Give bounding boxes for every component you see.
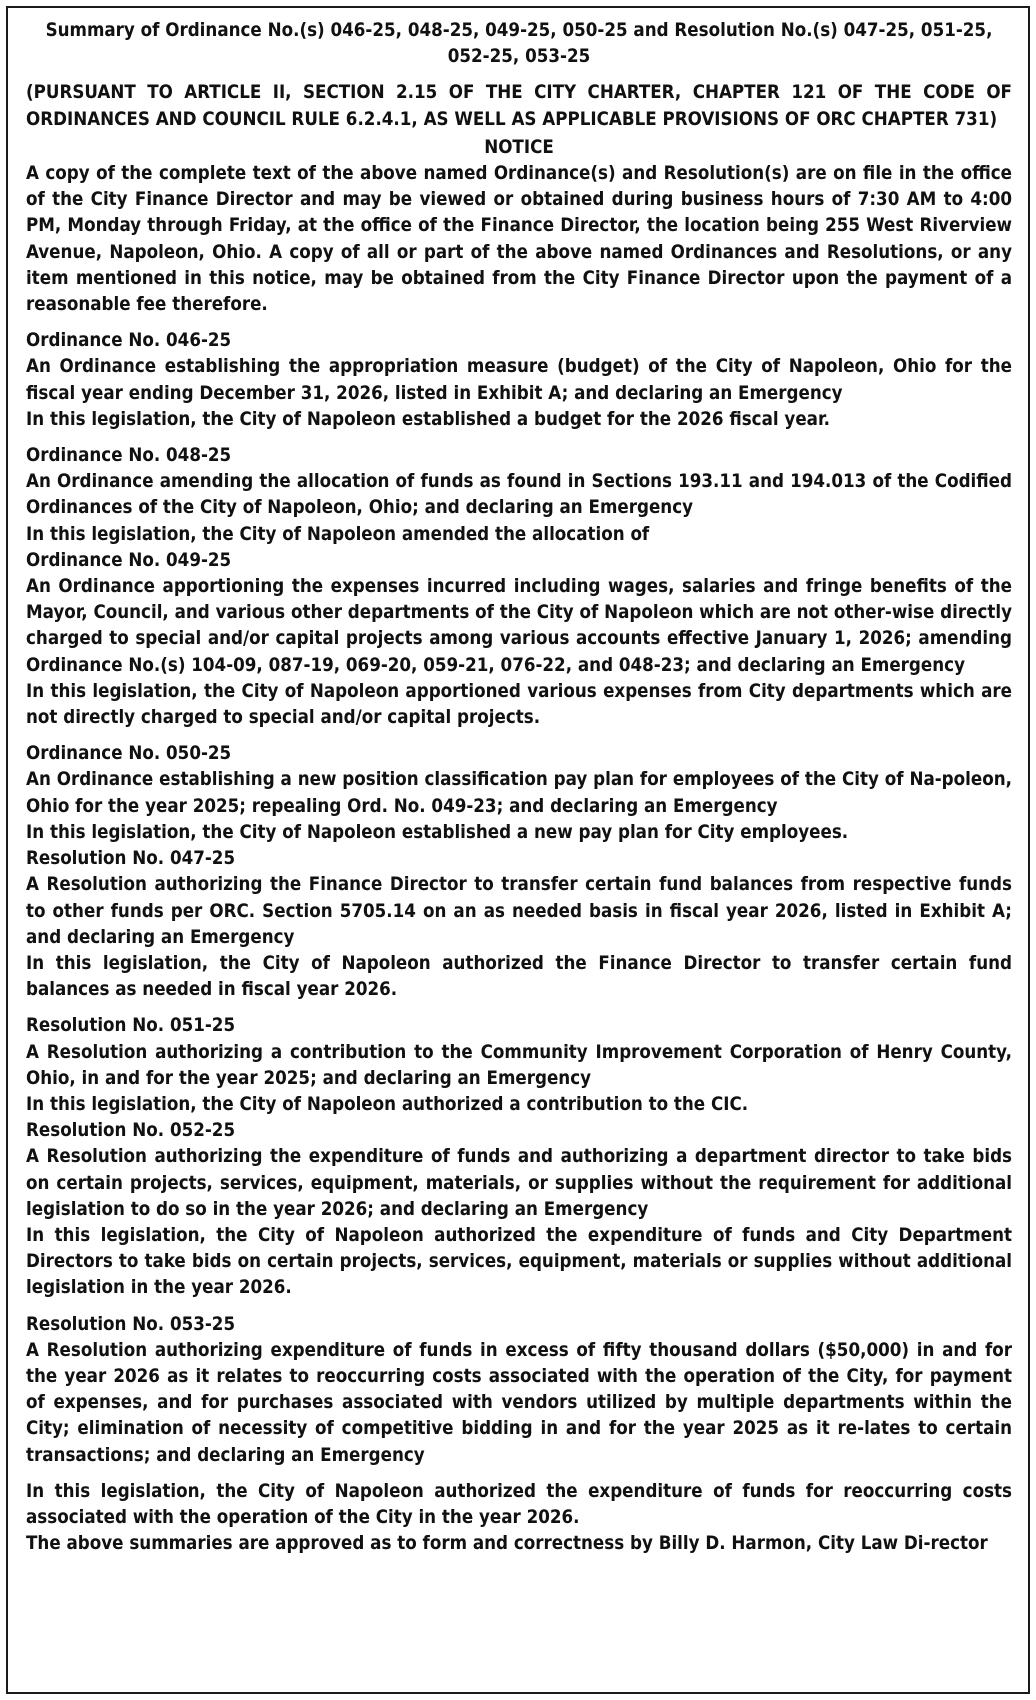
legal-basis: (PURSUANT TO ARTICLE II, SECTION 2.15 OF THE CITY CHARTER, CHAPTER 121 OF THE CODE OF ORDINANCES AND COUNCIL RULE 6.2.4.1, AS WELL AS APPLICABLE PROVISIONS OF ORC CHAPTER 731)	[26, 82, 1012, 130]
item-title: Resolution No. 051-25	[26, 1015, 236, 1037]
item-title: Resolution No. 052-25	[26, 1120, 236, 1142]
item-summary: In this legislation, the City of Napoleon apportioned various expenses from City departments which are not directly charged to special and/or capital projects.	[26, 680, 1012, 729]
item-summary: In this legislation, the City of Napoleon established a new pay plan for City employees.	[26, 821, 849, 843]
resolution-053-25	[26, 1312, 1012, 1532]
item-title: Ordinance No. 049-25	[26, 549, 232, 571]
item-title: Ordinance No. 050-25	[26, 743, 232, 765]
notice-title: Summary of Ordinance No.(s) 046-25, 048-25, 049-25, 050-25 and Resolution No.(s) 047-25, 051-25, 052-25, 053-25	[45, 20, 993, 68]
item-summary: In this legislation, the City of Napoleon authorized the Finance Director to transfer certain fund balances as needed in fiscal year 2026.	[26, 952, 1012, 1001]
item-title: Ordinance No. 048-25	[26, 445, 232, 467]
item-summary: In this legislation, the City of Napoleon authorized the expenditure of funds and City Department Directors to take bids on certain projects, services, equipment, materials or supplies without additional legislation in the year 2026.	[26, 1224, 1012, 1299]
item-description: An Ordinance establishing a new position classification pay plan for employees of the City of Na-poleon, Ohio for the year 2025; repealing Ord. No. 049-23; and declaring an Emergency	[26, 769, 1012, 817]
item-summary: In this legislation, the City of Napoleon authorized a contribution to the CIC.	[26, 1093, 749, 1115]
notice-heading: NOTICE	[484, 136, 554, 158]
resolution-047-25	[26, 846, 1012, 1003]
notice-content	[26, 18, 1012, 1557]
ordinance-049-25	[26, 548, 1012, 731]
approval-statement: The above summaries are approved as to form and correctness by Billy D. Harmon, City Law Di-rector	[26, 1533, 988, 1555]
item-summary: In this legislation, the City of Napoleon established a budget for the 2026 fiscal year.	[26, 408, 830, 430]
resolution-051-25	[26, 1013, 1012, 1118]
item-summary: In this legislation, the City of Napoleon authorized the expenditure of funds for reoccurring costs associated with the operation of the City in the year 2026.	[26, 1480, 1012, 1528]
item-title: Resolution No. 053-25	[26, 1313, 236, 1335]
item-title: Resolution No. 047-25	[26, 848, 236, 870]
item-summary: In this legislation, the City of Napoleon amended the allocation of	[26, 523, 650, 545]
item-description: An Ordinance establishing the appropriation measure (budget) of the City of Napoleon, Ohio for the fiscal year ending December 31, 2026, listed in Exhibit A; and declaring an Emergency	[26, 356, 1012, 404]
item-description: A Resolution authorizing expenditure of funds in excess of fifty thousand dollars ($50,000) in and for the year 2026 as it relates to reoccurring costs associated with the operation of the City, for payment of expenses, and for purchases associated with vendors utilized by multiple departments within the City; elimination of necessity of competitive bidding in and for the year 2025 as it re-lates to certain transactions; and declaring an Emergency	[26, 1339, 1012, 1466]
item-description: An Ordinance apportioning the expenses incurred including wages, salaries and fringe benefits of the Mayor, Council, and various other departments of the City of Napoleon which are not other-wise directly charged to special and/or capital projects among various accounts effective January 1, 2026; amending Ordinance No.(s) 104-09, 087-19, 069-20, 059-21, 076-22, and 048-23; and declaring an Emergency	[26, 576, 1012, 676]
resolution-052-25	[26, 1118, 1012, 1301]
item-description: A Resolution authorizing the Finance Director to transfer certain fund balances from respective funds to other funds per ORC. Section 5705.14 on an as needed basis in fiscal year 2026, listed in Exhibit A; and declaring an Emergency	[26, 874, 1012, 948]
notice-text: A copy of the complete text of the above named Ordinance(s) and Resolution(s) are on file in the office of the City Finance Director and may be viewed or obtained during business hours of 7:30 AM to 4:00 PM, Monday through Friday, at the office of the Finance Director, the location being 255 West Riverview Avenue, Napoleon, Ohio. A copy of all or part of the above named Ordinances and Resolutions, or any item mentioned in this notice, may be obtained from the City Finance Director upon the payment of a reasonable fee therefore.	[26, 163, 1012, 316]
item-title: Ordinance No. 046-25	[26, 330, 232, 352]
item-description: A Resolution authorizing a contribution to the Community Improvement Corporation of Henry County, Ohio, in and for the year 2025; and declaring an Emergency	[26, 1041, 1012, 1089]
ordinance-048-25	[26, 443, 1012, 548]
ordinance-046-25	[26, 328, 1012, 433]
item-description: An Ordinance amending the allocation of funds as found in Sections 193.11 and 194.013 of the Codified Ordinances of the City of Napoleon, Ohio; and declaring an Emergency	[26, 471, 1012, 519]
ordinance-050-25	[26, 741, 1012, 846]
item-description: A Resolution authorizing the expenditure of funds and authorizing a department director to take bids on certain projects, services, equipment, materials, or supplies without the requirement for additional legislation to do so in the year 2026; and declaring an Emergency	[26, 1146, 1012, 1220]
